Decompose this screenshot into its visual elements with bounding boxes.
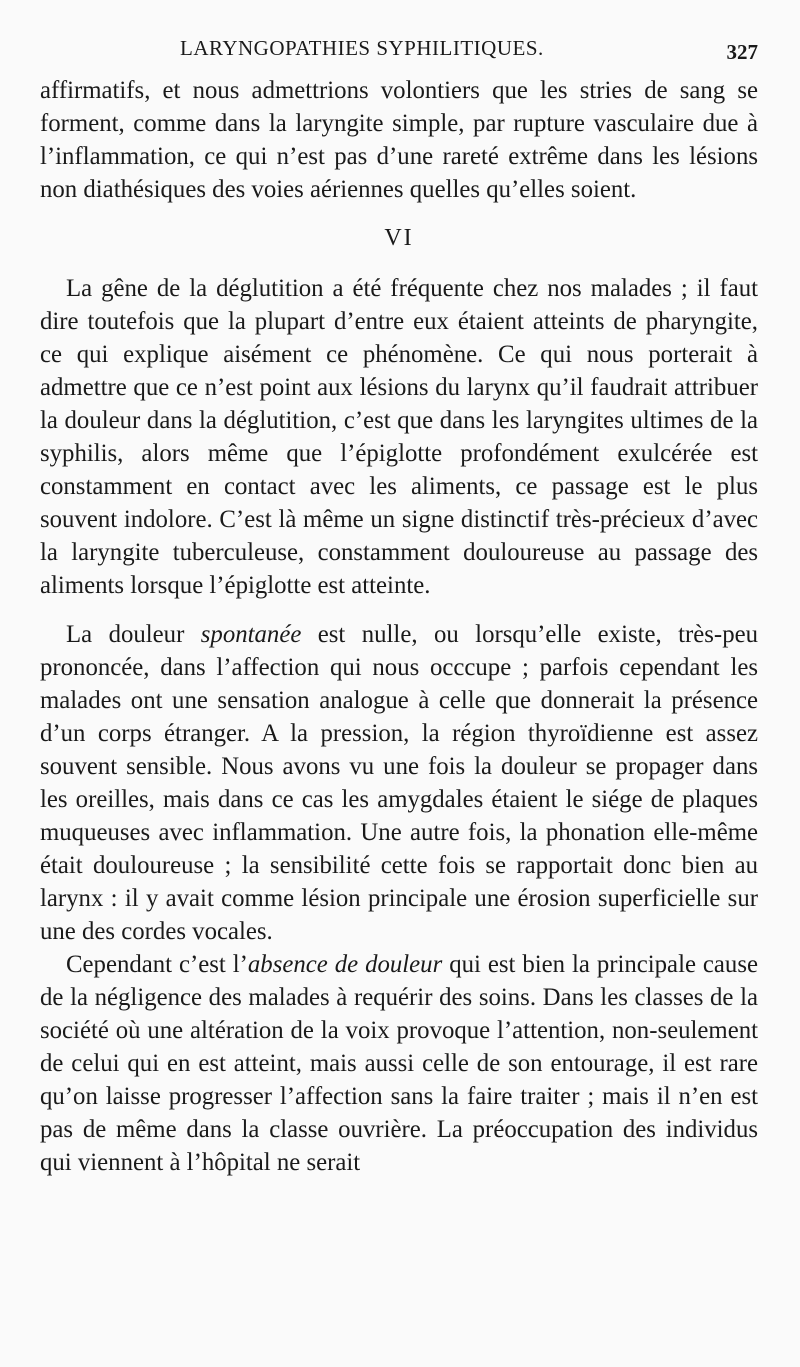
section-heading: VI [384,225,414,251]
paragraph-1: affirmatifs, et nous admettrions volontiers que les stries de sang se forment, comme dans la laryngite simple, par rupture vasculaire due à l’inflammation, ce qui n’est pas d’une rareté extrême dans les lésions non diathésiques des voies aériennes quelles qu’elles soient. [40,77,758,203]
paragraph-4-emphasis: absence de douleur [247,951,443,978]
paragraph-3-emphasis: spontanée [200,621,302,648]
paragraph-4-text-end: qui est bien la principale cause de la négligence des malades à requérir des soins. Dans les classes de la société où une altération de la voix provoque l’attention, non-seulement de celui qui en est atteint, mais aussi celle de son entourage, il est rare qu’on laisse progresser l’affection sans la faire traiter ; mais il n’en est pas de même dans la classe ouvrière. La préoccupation des individus qui viennent à l’hôpital ne serait [40,951,758,1176]
paragraph-3-text-end: est nulle, ou lorsqu’elle existe, très-peu prononcée, dans l’affection qui nous occcupe ; parfois cependant les malades ont une sensation analogue à celle que donnerait la présence d’un corps étranger. A la pression, la région thyroïdienne est assez souvent sensible. Nous avons vu une fois la douleur se propager dans les oreilles, mais dans ce cas les amygdales étaient le siége de plaques muqueuses avec inflammation. Une autre fois, la phonation elle-même était douloureuse ; la sensibilité cette fois se rapportait donc bien au larynx : il y avait comme lésion principale une érosion superficielle sur une des cordes vocales. [40,621,758,945]
page-header [40,36,758,72]
paragraph-3-text-start: La douleur [66,621,201,648]
paragraph-4 [40,948,758,1179]
paragraph-2: La gêne de la déglutition a été fréquente chez nos malades ; il faut dire toutefois que la plupart d’entre eux étaient atteints de pharyngite, ce qui explique aisément ce phénomène. Ce qui nous porterait à admettre que ce n’est point aux lésions du larynx qu’il faudrait attribuer la douleur dans la déglutition, c’est que dans les laryngites ultimes de la syphilis, alors même que l’épiglotte profondément exulcérée est constamment en contact avec les aliments, ce passage est le plus souvent indolore. C’est là même un signe distinctif très-précieux d’avec la laryngite tuberculeuse, constamment douloureuse au passage des aliments lorsque l’épiglotte est atteinte. [40,275,758,599]
page-body [40,74,758,1179]
paragraph-3 [40,618,758,948]
page-number: 327 [726,40,758,64]
running-title: LARYNGOPATHIES SYPHILITIQUES. [180,36,544,60]
paragraph-4-text-start: Cependant c’est l’ [66,951,248,978]
